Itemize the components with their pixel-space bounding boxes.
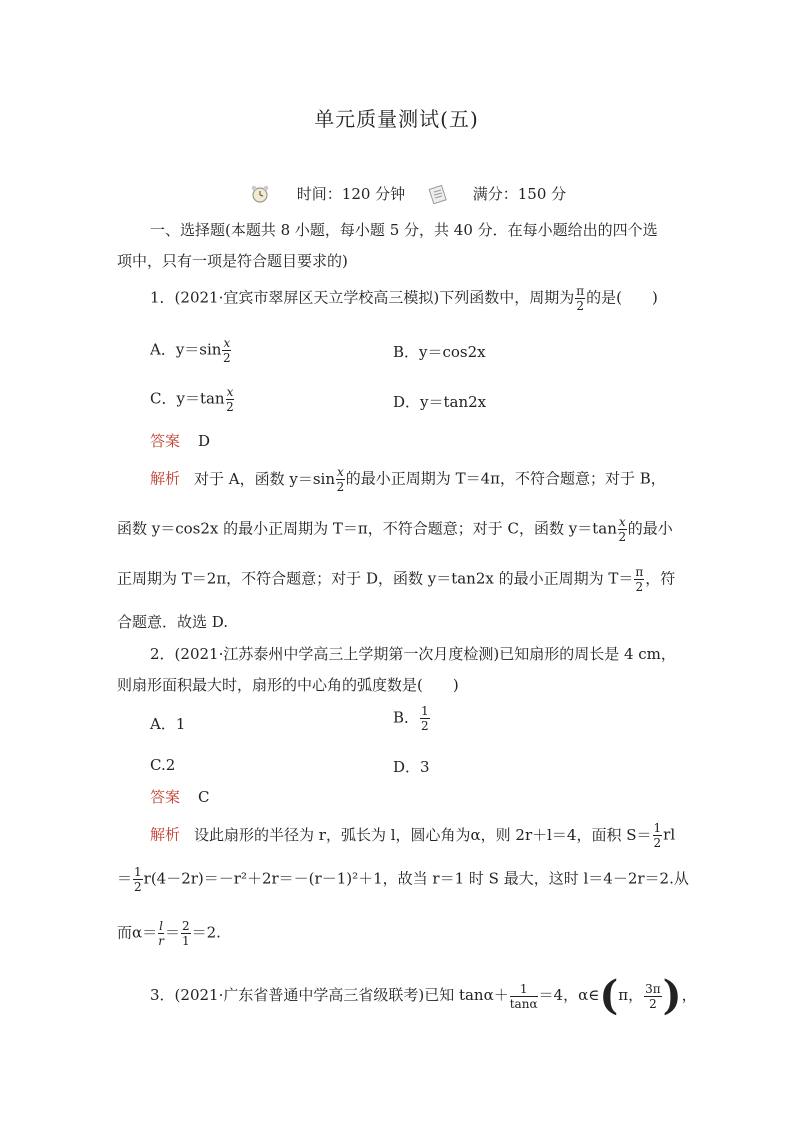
analysis-text: r(4－2r)＝－r²＋2r＝－(r－1)²＋1，故当 r＝1 时 S 最大，这时 l＝4－2r＝2.从 [143,869,689,888]
fraction-x-over-2: $\frac{x}{2}$ [618,515,627,544]
question-1-stem [150,285,658,312]
fraction-one-over-2: $\frac{1}{2}$ [653,821,662,850]
fraction-one-over-2: $\frac{1}{2}$ [134,865,142,894]
question-1-analysis-line1 [150,466,666,493]
question-1-analysis-line4: 合题意．故选 D. [117,613,229,631]
question-1-option-d: D．y＝tan2x [393,393,487,411]
section-heading-line1: 一、选择题(本题共 8 小题，每小题 5 分，共 40 分．在每小题给出的四个选 [150,221,658,239]
fraction-x-over-2: $\frac{x}{2}$ [226,385,234,414]
analysis-text: 对于 A，函数 y＝sin [194,469,336,488]
option-c-text: C．y＝tan [150,389,225,408]
fraction-one-over-2: $\frac{1}{2}$ [421,704,429,733]
question-2-analysis-line1 [150,822,675,849]
question-3-stem [150,972,697,1019]
analysis-text: ＝2. [191,923,221,942]
question-2-stem-line2: 则扇形面积最大时，扇形的中心角的弧度数是( ) [117,676,459,694]
question-2-option-b [393,705,431,732]
answer-value: C [198,788,210,806]
analysis-text: ＝ [117,869,133,888]
analysis-text: 而α＝ [117,923,158,942]
option-b-text: B． [393,708,420,727]
fraction-x-over-2: $\frac{x}{2}$ [336,465,345,494]
exam-paper-icon [428,184,448,204]
question-2-answer [150,786,210,807]
analysis-text: 函数 y＝cos2x 的最小正周期为 T＝π，不符合题意；对于 C，函数 y＝tan [117,519,617,538]
alarm-clock-icon [250,184,270,204]
question-2-analysis-line3 [117,920,221,947]
fraction-pi-over-2: $\frac{\pi}{2}$ [576,284,585,313]
interval-bracket-left: ( [599,972,619,1019]
answer-label: 答案 [150,432,181,450]
question-3-stem-text: ＝4，α∈ [538,986,600,1004]
section-heading-line2: 项中，只有一项是符合题目要求的) [117,252,348,270]
question-1-answer [150,430,210,451]
question-3-stem-text: 3．(2021·广东省普通中学高三省级联考)已知 tanα＋ [150,986,509,1004]
analysis-label: 解析 [150,825,181,844]
analysis-text: 的最小正周期为 T＝4π，不符合题意；对于 B， [345,469,666,488]
answer-value: D [198,432,211,450]
fraction-l-over-r: $\frac{l}{r}$ [158,919,164,948]
analysis-text: 的最小 [627,519,673,538]
analysis-text: ，符 [645,569,676,588]
question-1-option-b: B．y＝cos2x [393,343,486,361]
question-2-option-c: C.2 [150,756,176,774]
question-2-option-d: D．3 [393,758,430,776]
question-2-option-a: A．1 [150,715,186,733]
option-a-text: A．y＝sin [150,340,222,359]
question-1-option-c [150,386,235,413]
analysis-label: 解析 [150,469,181,488]
fraction-three-pi-over-2: $\frac{3\pi}{2}$ [645,981,661,1011]
question-1-analysis-line3 [117,566,675,593]
interval-start: π， [618,986,644,1004]
question-2-analysis-line2 [117,866,689,893]
question-3-stem-tail: ， [681,986,697,1004]
fraction-x-over-2: $\frac{x}{2}$ [223,336,231,365]
fraction-two-over-1: $\frac{2}{1}$ [182,919,190,948]
full-score: 满分：150 分 [472,185,567,203]
question-1-option-a [150,337,232,364]
question-1-stem-tail: 的是( ) [586,288,658,307]
question-2-stem-line1: 2．(2021·江苏泰州中学高三上学期第一次月度检测)已知扇形的周长是 4 cm， [150,645,676,663]
exam-meta [250,183,566,204]
question-1-stem-text: 1．(2021·宜宾市翠屏区天立学校高三模拟)下列函数中，周期为 [150,288,575,307]
analysis-text: rl [663,825,676,844]
analysis-text: ＝ [164,923,180,942]
fraction-one-over-tan: $\frac{1}{\tan\alpha}$ [509,981,538,1011]
page-title: 单元质量测试(五) [314,107,479,131]
answer-label: 答案 [150,788,181,806]
question-1-analysis-line2 [117,516,673,543]
analysis-text: 设此扇形的半径为 r，弧长为 l，圆心角为α，则 2r＋l＝4，面积 S＝ [194,825,652,844]
fraction-pi-over-2: $\frac{\pi}{2}$ [635,565,644,594]
interval-bracket-right: ) [662,972,682,1019]
time-limit: 时间：120 分钟 [296,185,406,203]
analysis-text: 正周期为 T＝2π，不符合题意；对于 D，函数 y＝tan2x 的最小正周期为 T＝ [117,569,634,588]
